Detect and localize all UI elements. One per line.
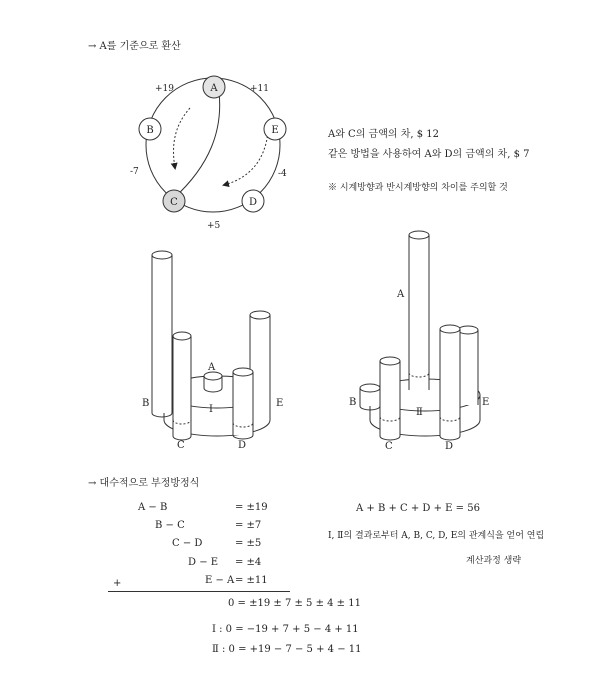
node-b (139, 118, 161, 140)
svg-text:B: B (146, 125, 154, 136)
svg-text:D: D (248, 197, 258, 208)
cyl1-label-b: B (142, 398, 150, 409)
cyl1-label-e: E (276, 398, 284, 409)
case-1-equation: Ⅰ : 0 = −19 + 7 + 5 − 4 + 11 (212, 624, 359, 635)
note-caution: ※ 시계방향과 반시계방향의 차이를 주의할 것 (328, 183, 508, 193)
svg-text:E: E (271, 125, 279, 136)
cyl2-label-roman: Ⅱ (416, 407, 423, 418)
note-a-d: 같은 방법을 사용하여 A와 D의 금액의 차, $ 7 (328, 149, 530, 160)
note-a-c: A와 C의 금액의 차, $ 12 (328, 129, 439, 140)
omitted-note: 계산과정 생략 (466, 556, 522, 566)
circle-diagram (120, 70, 310, 235)
equation-lhs-4: D − E (188, 557, 219, 568)
cyl2-label-b: B (349, 397, 357, 408)
node-d (242, 190, 264, 212)
edge-label-ed: -4 (278, 169, 287, 179)
cyl1-label-a: A (208, 362, 216, 373)
equation-rhs-1: = ±19 (235, 502, 268, 513)
cyl1-label-c: C (177, 440, 185, 451)
equation-lhs-5: E − A (205, 575, 235, 586)
section-heading-algebraic: → 대수적으로 부정방정식 (88, 478, 200, 489)
svg-text:A: A (210, 83, 218, 94)
node-a (203, 76, 225, 98)
equation-lhs-3: C − D (172, 538, 203, 549)
edge-label-bc: -7 (130, 167, 139, 177)
cyl2-label-e: E (482, 397, 490, 408)
simultaneous-note: Ⅰ, Ⅱ의 결과로부터 A, B, C, D, E의 관계식을 얻어 연립 (328, 531, 545, 541)
dotted-arrow-left (174, 108, 190, 168)
cyl2-label-a: A (397, 289, 405, 300)
equation-rhs-2: = ±7 (235, 520, 262, 531)
chord-a-c (174, 92, 220, 198)
edge-label-ae: +11 (250, 84, 269, 94)
section-heading-conversion: → A를 기준으로 환산 (88, 41, 181, 52)
edge-label-ab: +19 (155, 84, 174, 94)
edge-label-cd: +5 (207, 221, 221, 231)
plus-sign: + (113, 578, 122, 589)
equation-rhs-3: = ±5 (235, 538, 262, 549)
cylinder-figure-2 (340, 225, 500, 455)
cyl1-label-roman: I (209, 404, 213, 415)
dotted-arrow-right (224, 132, 268, 185)
sum-divider (108, 591, 290, 592)
node-e (264, 118, 286, 140)
svg-text:C: C (170, 197, 178, 208)
cyl2-label-c: C (385, 441, 393, 452)
equation-rhs-4: = ±4 (235, 557, 262, 568)
case-2-equation: Ⅱ : 0 = +19 − 7 − 5 + 4 − 11 (212, 644, 362, 655)
equation-lhs-2: B − C (155, 520, 185, 531)
node-c (163, 190, 185, 212)
equation-rhs-5: = ±11 (235, 575, 268, 586)
total-equation: A + B + C + D + E = 56 (356, 503, 480, 514)
cyl2-label-d: D (445, 441, 454, 452)
cyl1-label-d: D (238, 440, 247, 451)
sum-equation: 0 = ±19 ± 7 ± 5 ± 4 ± 11 (228, 598, 361, 609)
equation-lhs-1: A − B (138, 502, 168, 513)
cylinder-figure-1 (130, 240, 305, 455)
